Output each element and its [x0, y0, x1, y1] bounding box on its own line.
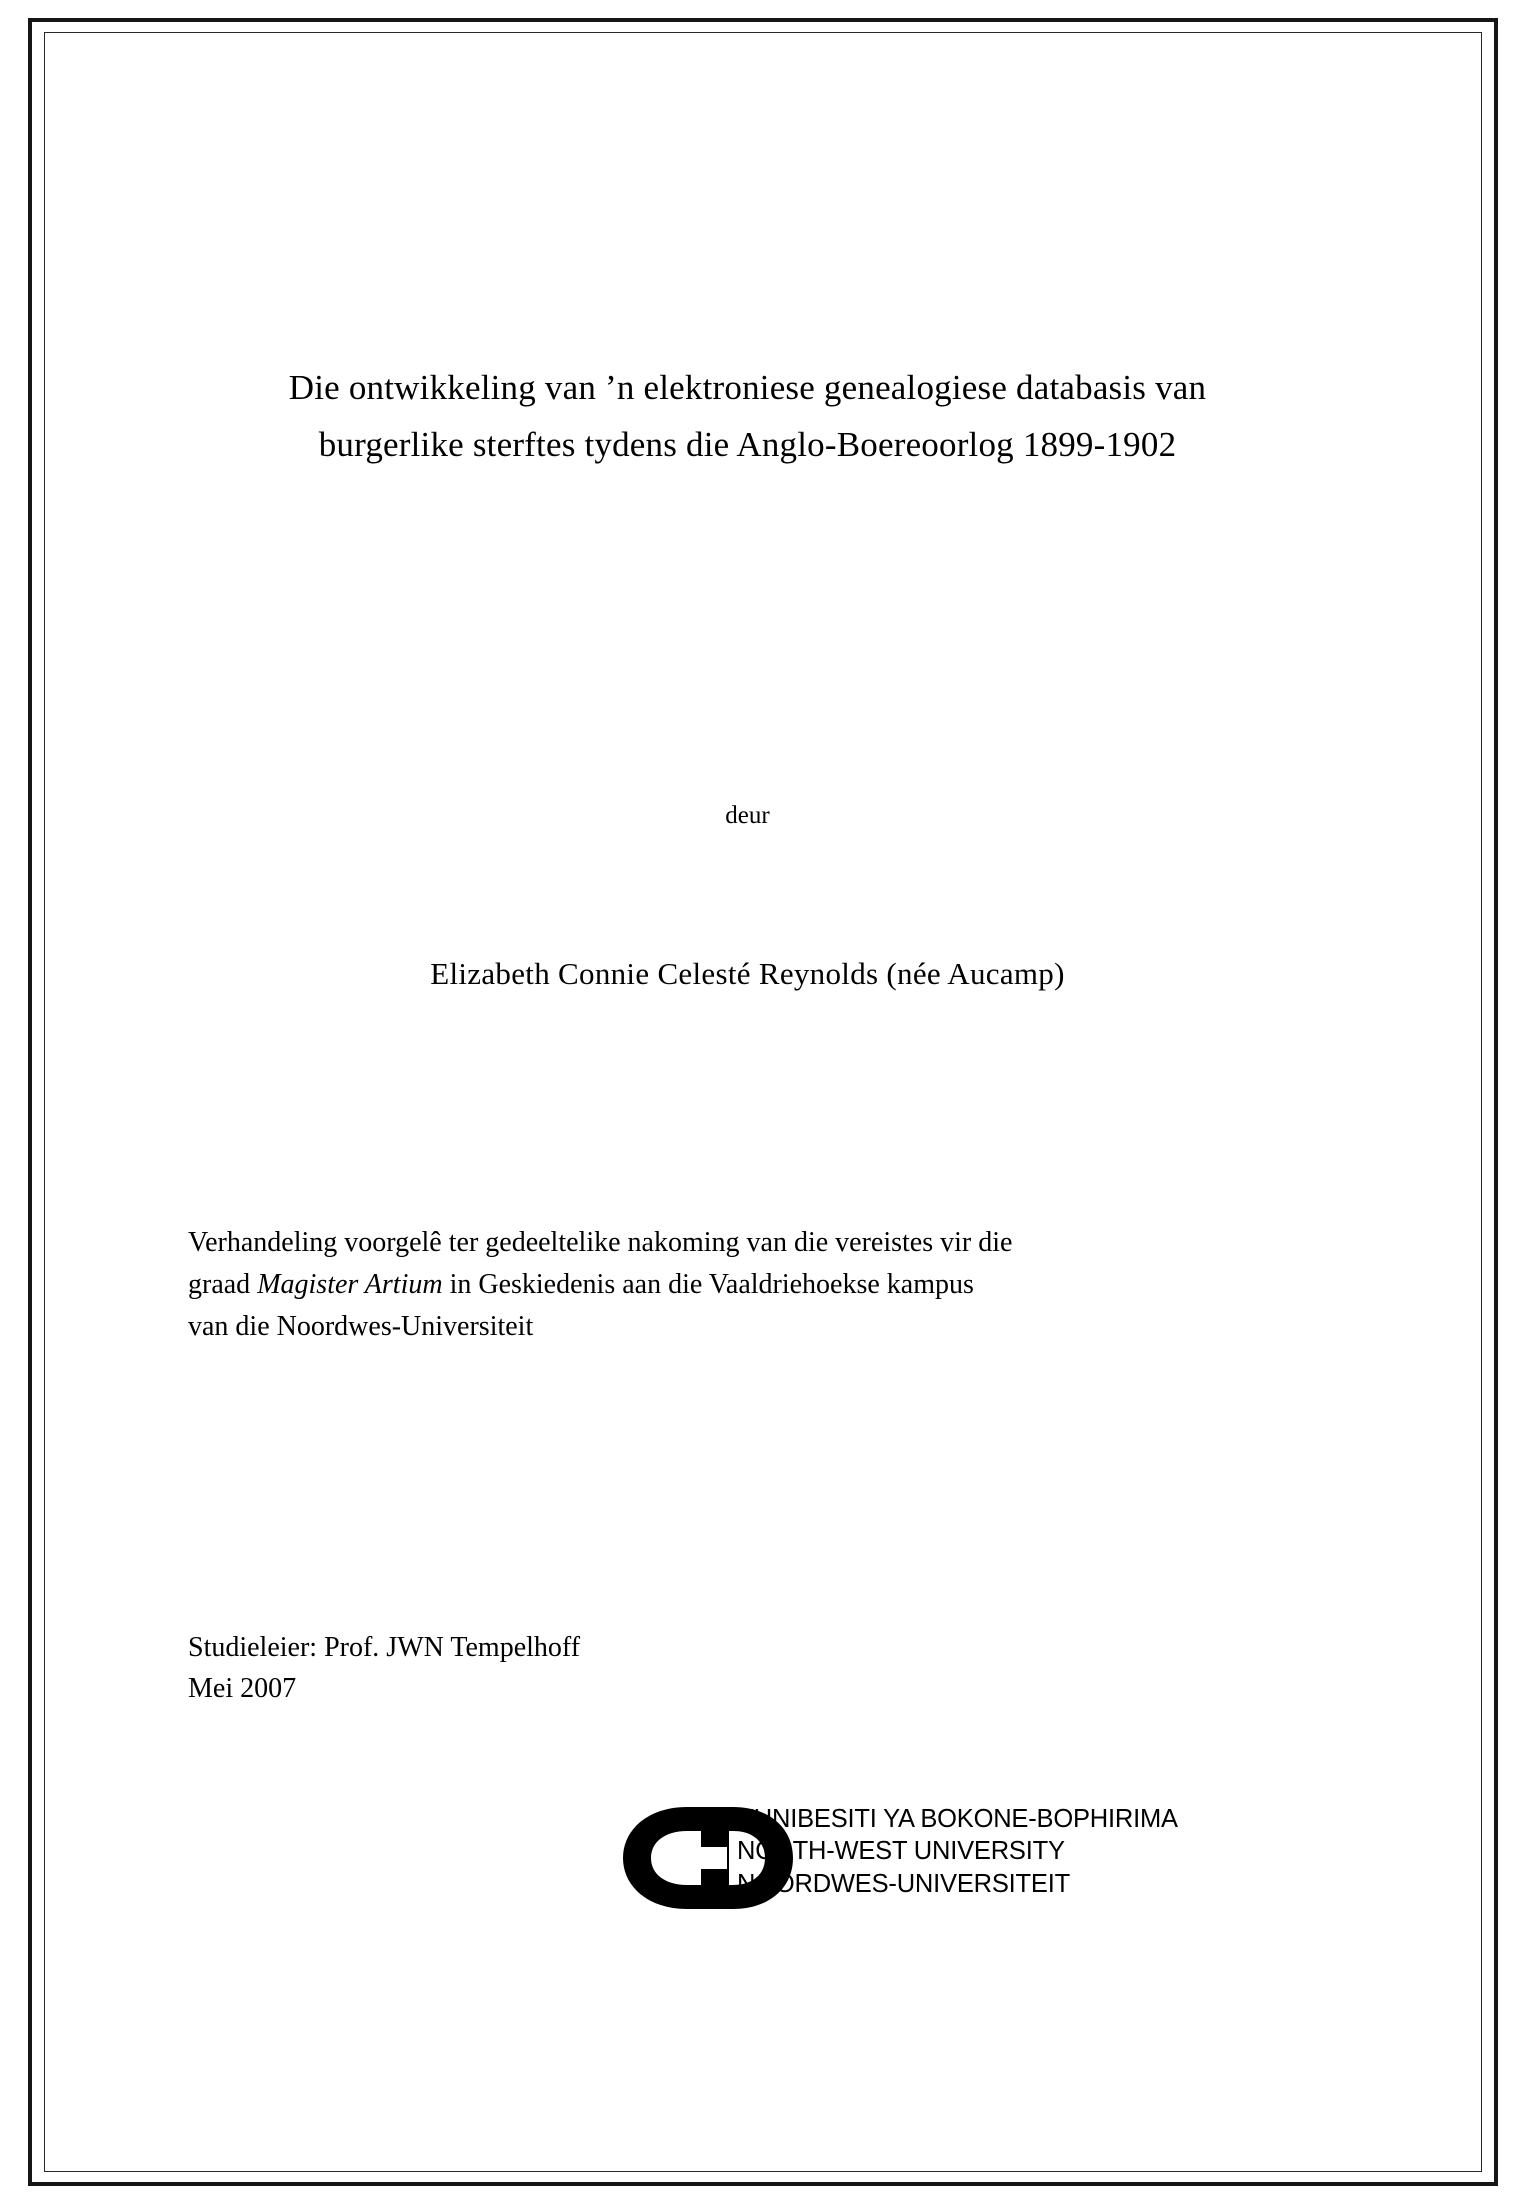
page-title — [180, 360, 1315, 473]
logo-line-2: NORTH-WEST UNIVERSITY — [737, 1837, 1065, 1866]
university-logo-text — [737, 1803, 1178, 1900]
supervisor-line: Studieleier: Prof. JWN Tempelhoff — [188, 1632, 581, 1663]
degree-statement — [188, 1222, 1310, 1348]
degree-statement-line-1: Verhandeling voorgelê ter gedeeltelike nakoming van die vereistes vir die — [188, 1227, 1013, 1258]
degree-statement-line-2 — [188, 1264, 1310, 1306]
degree-name-italic: Magister Artium — [257, 1269, 443, 1300]
supervisor-block — [188, 1628, 1088, 1709]
degree-statement-line-2-suffix: in Geskiedenis aan die Vaaldriehoekse kampus — [442, 1269, 974, 1300]
degree-statement-line-3: van die Noordwes-Universiteit — [188, 1311, 534, 1342]
title-line-2: burgerlike sterftes tydens die Anglo-Boereoorlog 1899-1902 — [318, 424, 1177, 464]
author-name: Elizabeth Connie Celesté Reynolds (née Aucamp) — [430, 956, 1065, 991]
university-logo — [615, 1795, 1255, 1925]
title-page-content — [160, 0, 1335, 2206]
logo-line-3: NOORDWES-UNIVERSITEIT — [737, 1869, 1070, 1898]
degree-statement-line-2-prefix: graad — [188, 1269, 258, 1300]
date-line: Mei 2007 — [188, 1672, 297, 1704]
by-label: deur — [725, 802, 770, 829]
title-line-1: Die ontwikkeling van ’n elektroniese genealogiese databasis van — [288, 368, 1207, 407]
logo-line-1: YUNIBESITI YA BOKONE-BOPHIRIMA — [737, 1805, 1178, 1833]
